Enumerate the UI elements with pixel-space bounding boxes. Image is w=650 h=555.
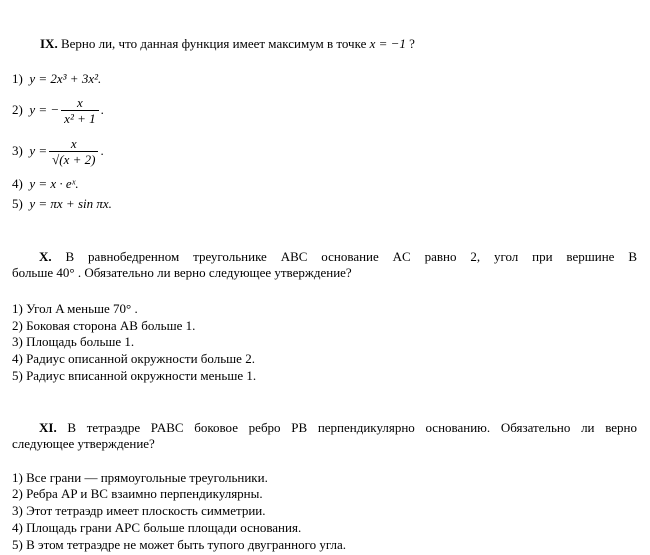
- q9-number: IX.: [40, 36, 58, 51]
- q11-line-1: [12, 420, 637, 436]
- q10-text-1: В равнобедренном треугольнике ABC основание AC равно 2, угол при вершине B: [65, 249, 637, 264]
- q9-option-4: 4) y = x · eˣ.: [12, 176, 79, 191]
- q11-option-3: 3) Этот тетраэдр имеет плоскость симметрии.: [12, 503, 266, 518]
- q10-option-3: 3) Площадь больше 1.: [12, 334, 135, 349]
- q10-option-5: 5) Радиус вписанной окружности меньше 1.: [12, 368, 257, 383]
- q9-option-1-formula: y = 2x³ + 3x².: [29, 71, 102, 86]
- q9-heading: IX. Верно ли, что данная функция имеет максимум в точке x = −1 ?: [40, 36, 415, 51]
- q11-line-2: следующее утверждение?: [12, 436, 155, 451]
- q9-option-2-fraction: $\frac{x}{\text{x² + 1}}$: [61, 96, 98, 126]
- q9-text: Верно ли, что данная функция имеет максимум в точке: [60, 36, 367, 51]
- q11-option-1: 1) Все грани — прямоугольные треугольники.: [12, 470, 268, 485]
- q10-number: X.: [39, 249, 52, 264]
- q9-option-1: 1) y = 2x³ + 3x².: [12, 71, 102, 86]
- q11-option-5: 5) В этом тетраэдре не может быть тупого двугранного угла.: [12, 537, 347, 552]
- q11-text-1: В тетраэдре PABC боковое ребро PB перпендикулярно основанию. Обязательно ли верно: [67, 420, 637, 435]
- q10-option-2: 2) Боковая сторона AB больше 1.: [12, 318, 196, 333]
- q11-option-4: 4) Площадь грани APC больше площади основания.: [12, 520, 302, 535]
- q10-option-4: 4) Радиус описанной окружности больше 2.: [12, 351, 255, 366]
- q10-line-2: больше 40° . Обязательно ли верно следующее утверждение?: [12, 265, 352, 280]
- q10-option-1: 1) Угол A меньше 70° .: [12, 301, 138, 316]
- q9-option-5-formula: y = πx + sin πx.: [29, 196, 112, 211]
- q11-option-2: 2) Ребра AP и BC взаимно перпендикулярны.: [12, 486, 263, 501]
- q9-option-3: 3) y = $\frac{x}{√(x + 2)}$ .: [12, 136, 104, 167]
- q9-option-5: 5) y = πx + sin πx.: [12, 196, 112, 211]
- q9-option-4-formula: y = x · eˣ.: [29, 176, 79, 191]
- q9-option-3-fraction: $\frac{x}{√(x + 2)}$: [49, 137, 98, 167]
- q9-point: x = −1: [369, 36, 406, 51]
- q10-line-1: [12, 249, 637, 265]
- q11-number: XI.: [39, 420, 57, 435]
- q9-option-2: 2) y = − $\frac{x}{\text{x² + 1}}$ .: [12, 95, 104, 126]
